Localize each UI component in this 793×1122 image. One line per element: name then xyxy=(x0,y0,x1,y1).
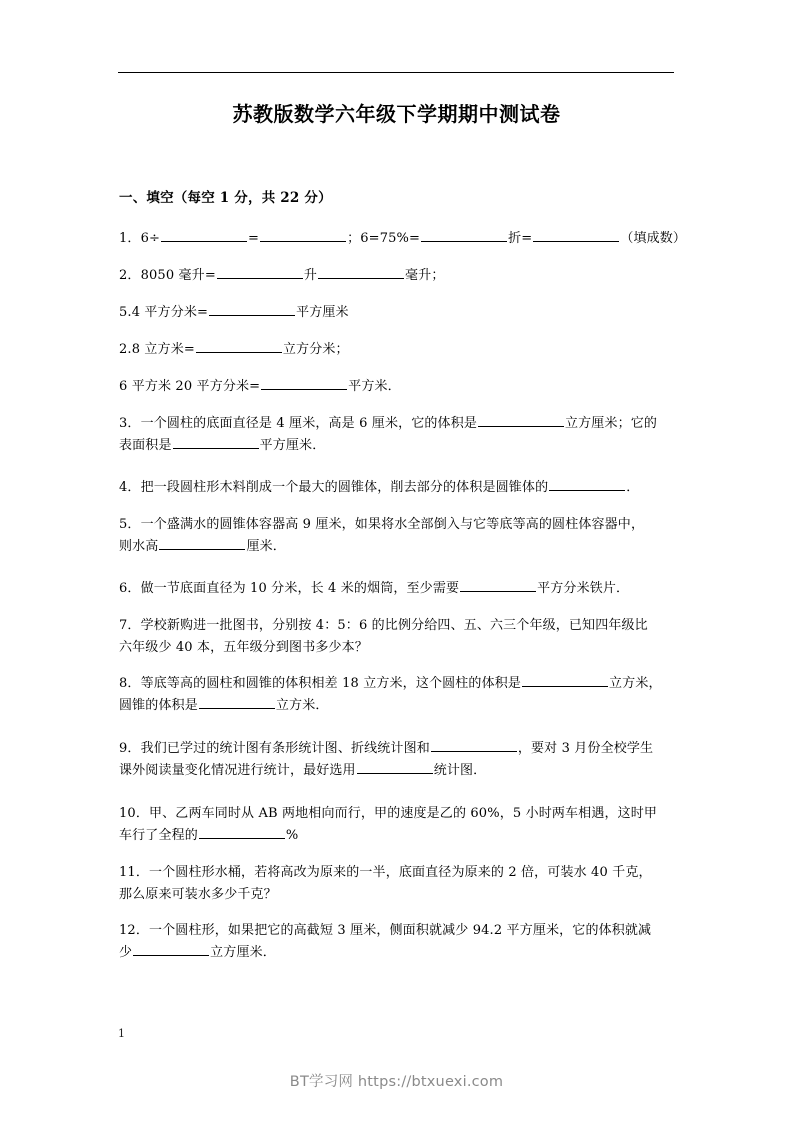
q9-text-a: 9．我们已学过的统计图有条形统计图、折线统计图和 xyxy=(119,741,430,756)
question-7 xyxy=(119,615,675,659)
q1-blank-3[interactable] xyxy=(421,228,507,242)
q2-blank-1[interactable] xyxy=(217,265,303,279)
q2b-text-b: 平方厘米 xyxy=(296,305,349,320)
question-5-line-1 xyxy=(119,514,675,536)
q1-text-b: = xyxy=(248,231,260,246)
q8-blank-2[interactable] xyxy=(199,695,275,709)
question-2 xyxy=(119,265,675,287)
question-4-line-1 xyxy=(119,477,675,499)
q8-text-a: 8．等底等高的圆柱和圆锥的体积相差 18 立方米，这个圆柱的体积是 xyxy=(119,676,522,691)
question-9 xyxy=(119,738,675,782)
question-3-line-1 xyxy=(119,413,675,435)
q10-text-b: 车行了全程的 xyxy=(119,828,198,843)
q8-text-d: 立方米． xyxy=(275,698,329,713)
question-8-line-1 xyxy=(119,673,675,695)
header-divider xyxy=(118,72,674,73)
question-12-line-1 xyxy=(119,920,675,942)
q12-text-a: 12．一个圆柱形，如果把它的高截短 3 厘米，侧面积就减少 94.2 平方厘米，它的体积就减 xyxy=(119,923,652,938)
q5-text-c: 厘米． xyxy=(246,539,286,554)
q8-text-c: 圆锥的体积是 xyxy=(119,698,198,713)
q2d-blank-1[interactable] xyxy=(261,376,347,390)
question-2d-line-1 xyxy=(119,376,675,398)
question-12 xyxy=(119,920,675,964)
page-number: 1 xyxy=(118,1027,125,1040)
question-11 xyxy=(119,862,675,906)
q3-blank-1[interactable] xyxy=(478,413,564,427)
q6-blank-1[interactable] xyxy=(460,578,536,592)
q11-text-b: 那么原来可装水多少千克？ xyxy=(119,887,277,902)
q2c-text-a: 2.8 立方米= xyxy=(119,342,195,357)
question-6 xyxy=(119,578,675,600)
q12-text-b: 少 xyxy=(119,945,133,960)
q3-text-c: 表面积是 xyxy=(119,438,172,453)
question-1-line-1 xyxy=(119,228,687,250)
question-2-line-1 xyxy=(119,265,675,287)
question-5 xyxy=(119,514,675,558)
q3-text-a: 3．一个圆柱的底面直径是 4 厘米，高是 6 厘米，它的体积是 xyxy=(119,416,477,431)
q8-text-b: 立方米， xyxy=(609,676,662,691)
question-2d xyxy=(119,376,675,398)
q2-blank-2[interactable] xyxy=(318,265,404,279)
q5-text-b: 则水高 xyxy=(119,539,159,554)
question-5-line-2 xyxy=(119,536,675,558)
question-10-line-1 xyxy=(119,803,675,825)
q3-text-d: 平方厘米． xyxy=(259,438,326,453)
q10-blank-1[interactable] xyxy=(199,825,285,839)
q2b-blank-1[interactable] xyxy=(209,302,295,316)
q8-blank-1[interactable] xyxy=(522,673,608,687)
q2-text-b: 升 xyxy=(303,268,318,283)
question-11-line-1 xyxy=(119,862,675,884)
q3-text-b: 立方厘米；它的 xyxy=(565,416,658,431)
q1-text-c: ；6=75%= xyxy=(347,231,421,246)
question-9-line-1 xyxy=(119,738,675,760)
question-1 xyxy=(119,228,687,250)
q2b-text-a: 5.4 平方分米= xyxy=(119,305,209,320)
question-2b xyxy=(119,302,675,324)
question-10 xyxy=(119,803,675,847)
question-12-line-2 xyxy=(119,942,675,964)
q7-text-b: 六年级少 40 本，五年级分到图书多少本？ xyxy=(119,640,368,655)
q11-text-a: 11．一个圆柱形水桶，若将高改为原来的一半，底面直径为原来的 2 倍，可装水 40 千克， xyxy=(119,865,652,880)
q1-blank-4[interactable] xyxy=(533,228,619,242)
question-2b-line-1 xyxy=(119,302,675,324)
q4-blank-1[interactable] xyxy=(549,477,625,491)
q1-text-d: 折= xyxy=(508,231,533,246)
q5-text-a: 5．一个盛满水的圆锥体容器高 9 厘米，如果将水全部倒入与它等底等高的圆柱体容器中， xyxy=(119,517,645,532)
q1-text-e: （填成数） xyxy=(620,231,687,246)
q9-blank-1[interactable] xyxy=(431,738,517,752)
question-4 xyxy=(119,477,675,499)
question-7-line-1 xyxy=(119,615,675,637)
q2-text-a: 2．8050 毫升= xyxy=(119,268,216,283)
q10-text-c: % xyxy=(285,828,299,843)
q2-text-c: 毫升； xyxy=(405,268,445,283)
question-10-line-2 xyxy=(119,825,675,847)
q6-text-a: 6．做一节底面直径为 10 分米，长 4 米的烟筒，至少需要 xyxy=(119,581,460,596)
q3-blank-2[interactable] xyxy=(173,435,259,449)
question-2c-line-1 xyxy=(119,339,675,361)
q12-text-c: 立方厘米． xyxy=(210,945,276,960)
q9-blank-2[interactable] xyxy=(357,760,433,774)
q4-text-b: ． xyxy=(626,480,640,495)
q7-text-a: 7．学校新购进一批图书，分别按 4：5：6 的比例分给四、五、六三个年级，已知四年级比 xyxy=(119,618,648,633)
question-7-line-2 xyxy=(119,637,675,659)
q2c-blank-1[interactable] xyxy=(196,339,282,353)
q9-text-c: 课外阅读量变化情况进行统计，最好选用 xyxy=(119,763,356,778)
question-3-line-2 xyxy=(119,435,675,457)
question-2c xyxy=(119,339,675,361)
question-9-line-2 xyxy=(119,760,675,782)
q6-text-b: 平方分米铁片． xyxy=(537,581,630,596)
question-3 xyxy=(119,413,675,457)
section-heading-fill-in-blank: 一、填空（每空 1 分，共 22 分） xyxy=(119,190,332,206)
question-8 xyxy=(119,673,675,717)
q12-blank-1[interactable] xyxy=(133,942,209,956)
q1-text-a: 1．6÷ xyxy=(119,231,161,246)
q9-text-b: ，要对 3 月份全校学生 xyxy=(517,741,654,756)
q2c-text-b: 立方分米； xyxy=(282,342,349,357)
question-8-line-2 xyxy=(119,695,675,717)
q4-text-a: 4．把一段圆柱形木料削成一个最大的圆锥体，削去部分的体积是圆锥体的 xyxy=(119,480,549,495)
q10-text-a: 10．甲、乙两车同时从 AB 两地相向而行，甲的速度是乙的 60%，5 小时两车相遇，这时甲 xyxy=(119,806,658,821)
q2d-text-a: 6 平方米 20 平方分米= xyxy=(119,379,261,394)
page-title: 苏教版数学六年级下学期期中测试卷 xyxy=(232,102,561,126)
q5-blank-1[interactable] xyxy=(159,536,245,550)
q1-blank-2[interactable] xyxy=(260,228,346,242)
q2d-text-b: 平方米． xyxy=(348,379,401,394)
q9-text-d: 统计图． xyxy=(433,763,487,778)
site-watermark: BT学习网 https://btxuexi.com xyxy=(289,1074,504,1090)
question-11-line-2 xyxy=(119,884,675,906)
q1-blank-1[interactable] xyxy=(161,228,247,242)
question-6-line-1 xyxy=(119,578,675,600)
